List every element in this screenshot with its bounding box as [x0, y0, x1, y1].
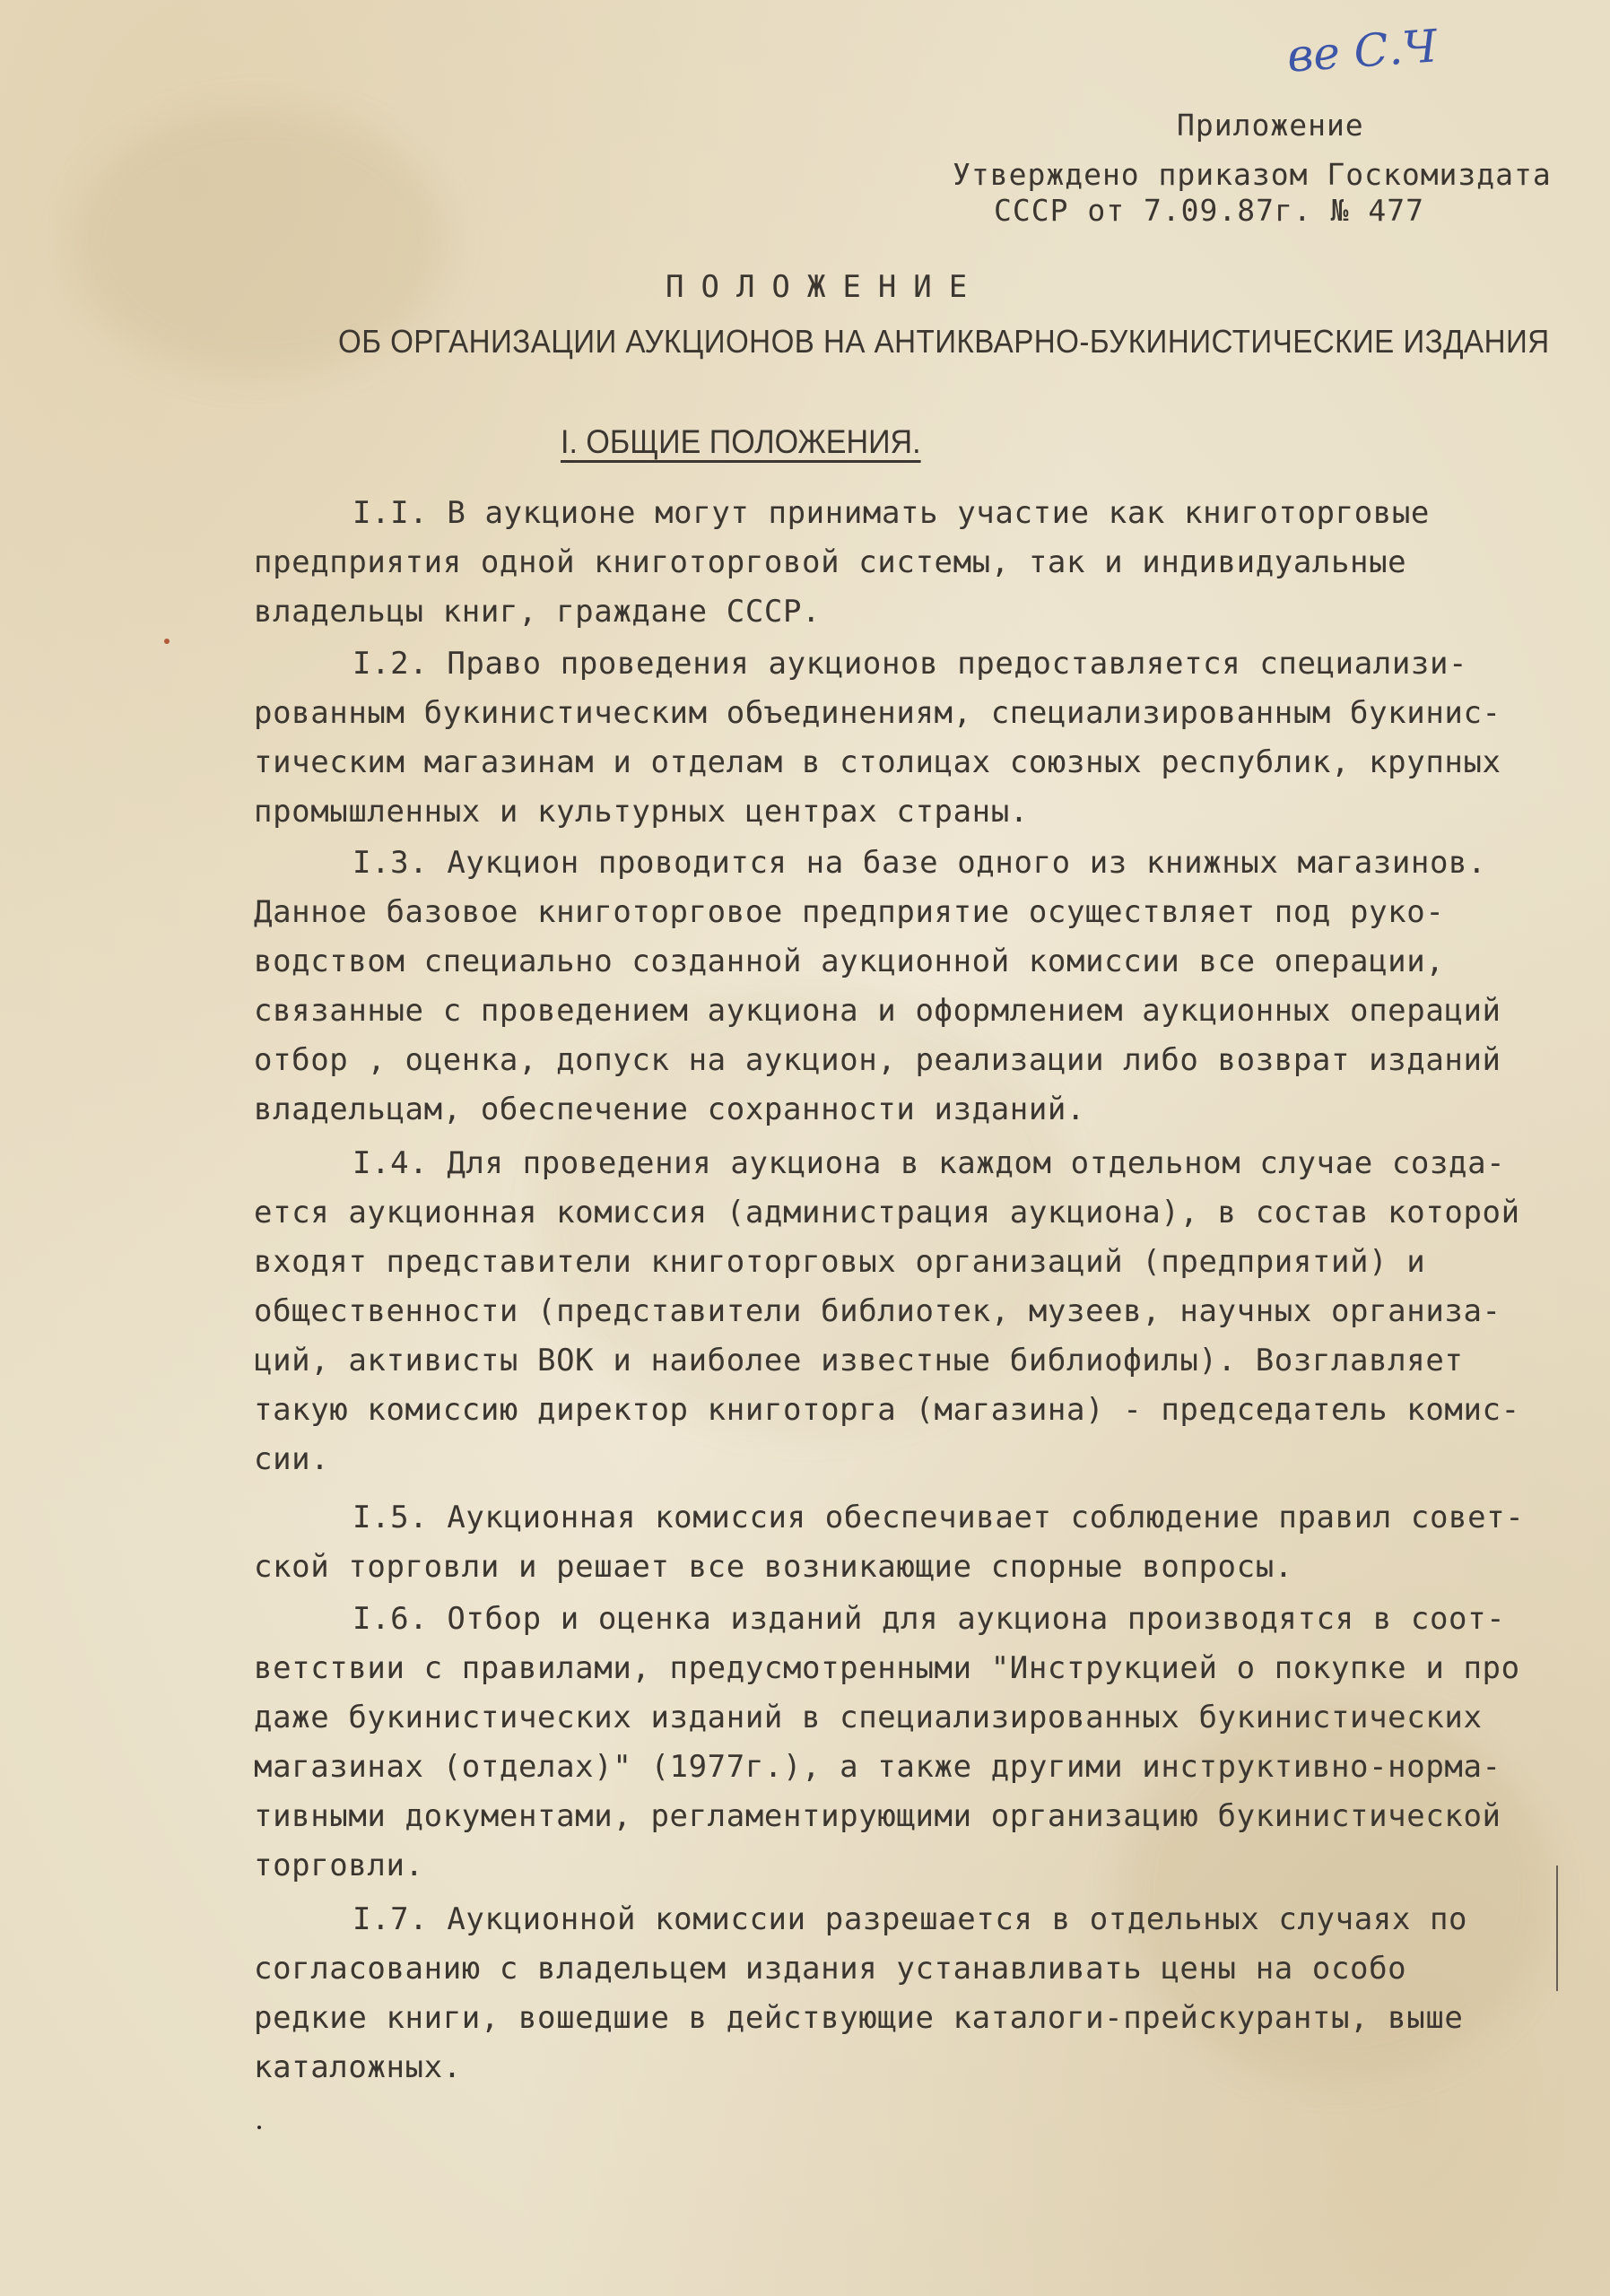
- body-line: I.7. Аукционной комиссии разрешается в отдельных случаях по: [352, 1901, 1468, 1937]
- body-line: ется аукционная комиссия (администрация аукциона), в состав которой: [254, 1195, 1520, 1231]
- body-line: I.4. Для проведения аукциона в каждом отдельном случае созда-: [352, 1145, 1506, 1181]
- ink-speck: [164, 639, 170, 644]
- body-line: входят представители книготорговых организаций (предприятий) и: [254, 1244, 1426, 1280]
- handwritten-note: ве С.Ч: [1285, 20, 1440, 83]
- ink-speck: [257, 2126, 261, 2129]
- body-line: I.2. Право проведения аукционов предоставляется специализи-: [352, 646, 1468, 682]
- body-line: тическим магазинам и отделам в столицах союзных республик, крупных: [254, 744, 1501, 780]
- body-line: I.6. Отбор и оценка изданий для аукциона производятся в соот-: [352, 1601, 1506, 1637]
- document-title: ПОЛОЖЕНИЕ: [666, 269, 985, 305]
- body-line: отбор , оценка, допуск на аукцион, реализации либо возврат изданий: [254, 1042, 1501, 1078]
- approval-line-1: Утверждено приказом Госкомиздата: [953, 157, 1552, 192]
- body-line: предприятия одной книготорговой системы, так и индивидуальные: [254, 544, 1407, 580]
- body-line: тивными документами, регламентирующими организацию букинистической: [254, 1798, 1501, 1834]
- body-line: согласованию с владельцем издания устанавливать цены на особо: [254, 1951, 1407, 1987]
- body-line: сии.: [254, 1441, 330, 1477]
- body-line: владельцам, обеспечение сохранности изданий.: [254, 1091, 1086, 1127]
- body-line: даже букинистических изданий в специализированных букинистических: [254, 1700, 1483, 1735]
- body-line: магазинах (отделах)" (1977г.), а также другими инструктивно-норма-: [254, 1749, 1501, 1785]
- body-line: I.3. Аукцион проводится на базе одного из книжных магазинов.: [352, 845, 1487, 881]
- body-line: каталожных.: [254, 2049, 462, 2085]
- body-line: рованным букинистическим объединениям, специализированным букинис-: [254, 695, 1501, 731]
- body-line: I.5. Аукционная комиссия обеспечивает соблюдение правил совет-: [352, 1500, 1525, 1535]
- body-line: редкие книги, вошедшие в действующие каталоги-прейскуранты, выше: [254, 2000, 1464, 2036]
- document-subtitle: ОБ ОРГАНИЗАЦИИ АУКЦИОНОВ НА АНТИКВАРНО-БУКИНИСТИЧЕСКИЕ ИЗДАНИЯ: [338, 323, 1550, 360]
- body-line: промышленных и культурных центрах страны.: [254, 794, 1029, 830]
- approval-line-2: СССР от 7.09.87г. № 477: [994, 193, 1424, 228]
- body-line: такую комиссию директор книготорга (магазина) - председатель комис-: [254, 1392, 1520, 1428]
- body-line: связанные с проведением аукциона и оформлением аукционных операций: [254, 993, 1501, 1029]
- body-line: водством специально созданной аукционной комиссии все операции,: [254, 944, 1445, 979]
- section-heading: I. ОБЩИЕ ПОЛОЖЕНИЯ.: [561, 423, 921, 460]
- body-line: общественности (представители библиотек, музеев, научных организа-: [254, 1293, 1501, 1329]
- body-line: ской торговли и решает все возникающие спорные вопросы.: [254, 1549, 1293, 1585]
- margin-pen-mark: [1556, 1866, 1558, 1991]
- body-line: торговли.: [254, 1848, 424, 1883]
- body-line: Данное базовое книготорговое предприятие осуществляет под руко-: [254, 894, 1445, 930]
- appendix-label: Приложение: [1177, 108, 1364, 143]
- body-line: владельцы книг, граждане СССР.: [254, 594, 822, 630]
- body-line: ций, активисты ВОК и наиболее известные библиофилы). Возглавляет: [254, 1343, 1464, 1378]
- body-line: ветствии с правилами, предусмотренными "Инструкцией о покупке и про: [254, 1650, 1520, 1686]
- body-line: I.I. В аукционе могут принимать участие как книготорговые: [352, 495, 1430, 531]
